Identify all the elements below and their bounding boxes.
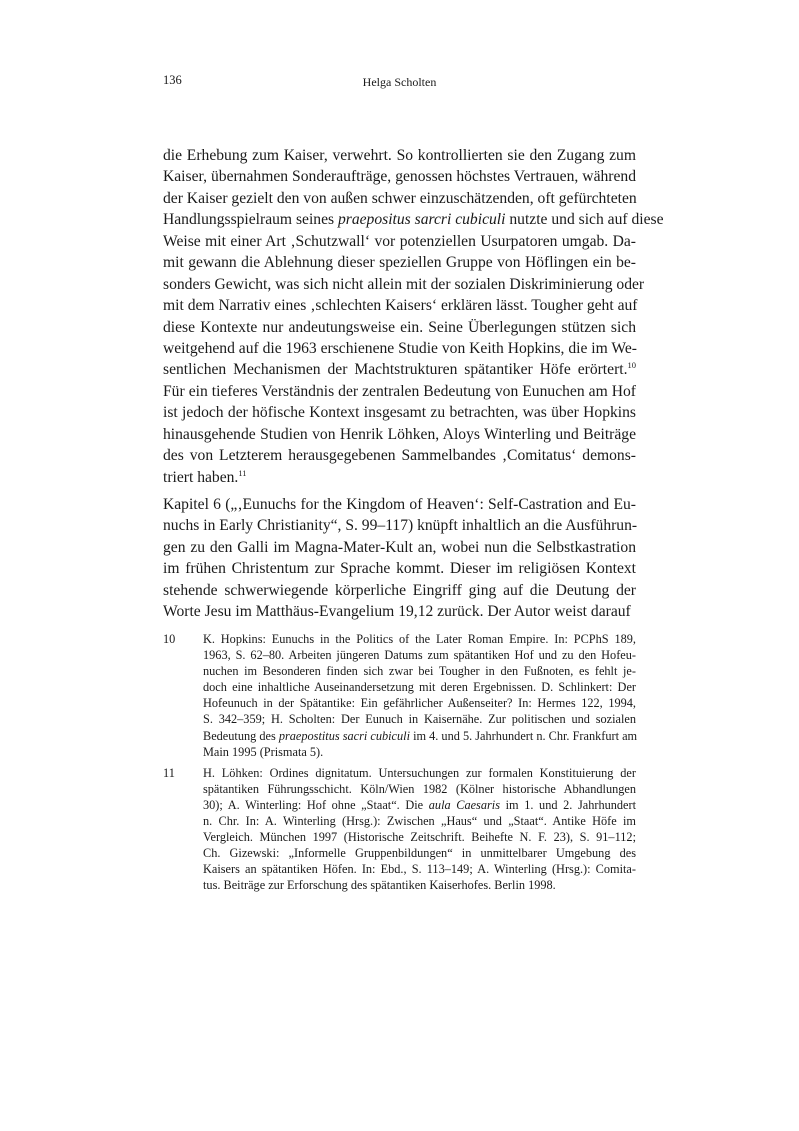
text-line: hinausgehende Studien von Henrik Löhken, Aloys Winterling und Beiträge [163,425,636,443]
footnote-number: 11 [163,765,175,780]
footnote-line: Ch. Gizewski: „Informelle Gruppenbildungen“ in unmittelbarer Umgebung des [203,846,636,861]
italic-term: praepostitus sacri cubiculi [278,728,410,743]
footnote-line: tus. Beiträge zur Erforschung des spätantiken Kaiserhofes. Berlin 1998. [203,878,556,893]
text-line [163,467,636,488]
italic-term: praepositus sarcri cubiculi [337,211,506,229]
text-run: triert haben. [163,468,239,486]
footnote-reference[interactable]: 11 [238,467,247,478]
footnote [163,631,636,760]
text-line: Weise mit einer Art ‚Schutzwall‘ vor potenziellen Usurpatoren umgab. Da- [163,232,636,250]
footnote [163,765,636,894]
paragraph [163,494,636,623]
text-line [163,359,636,380]
text-run: Handlungsspielraum seines [163,211,338,229]
footnotes [163,631,636,894]
text-run: Bedeutung des [203,728,279,743]
text-line: stehende schwerwiegende körperliche Eingriff ging auf die Deutung der [163,581,636,599]
footnote-line: 1963, S. 62–80. Arbeiten jüngeren Datums zum spätantiken Hof und zu den Hofeu- [203,648,636,663]
running-header [163,73,636,93]
text-run: sentlichen Mechanismen der Machtstrukturen spätantiker Höfe erörtert. [163,361,628,379]
text-line: weitgehend auf die 1963 erschienene Studie von Keith Hopkins, die im We- [163,339,637,357]
text-line: Worte Jesu im Matthäus-Evangelium 19,12 zurück. Der Autor weist darauf [163,603,631,621]
text-line: diese Kontexte nur andeutungsweise ein. Seine Überlegungen stützen sich [163,318,636,336]
text-line: Kaiser, übernahmen Sonderaufträge, genossen höchstes Vertrauen, während [163,168,636,186]
italic-term: aula Caesaris [428,797,500,812]
footnote-line: Main 1995 (Prismata 5). [203,744,324,759]
footnote-line: nuchen im Besonderen finden sich zwar bei Tougher in den Fußnoten, es fehlt je- [203,664,636,679]
text-line: des von Letzterem herausgegebenen Sammelbandes ‚Comitatus‘ demons- [163,447,636,465]
text-line: Für ein tieferes Verständnis der zentralen Bedeutung von Eunuchen am Hof [163,382,636,400]
footnote-line: H. Löhken: Ordines dignitatum. Untersuchungen zur formalen Konstituierung der [203,765,636,780]
paragraph [163,145,664,488]
footnote-line: n. Chr. In: A. Winterling (Hrsg.): Zwischen „Haus“ und „Staat“. Antike Höfe im [203,814,636,829]
footnote-number: 10 [163,632,176,646]
text-line: mit gewann die Ablehnung dieser speziellen Gruppe von Höflingen ein be- [163,254,636,272]
text-line: der Kaiser gezielt den von außen schwer einzuschätzenden, oft gefürchteten [163,189,637,207]
text-line: gen zu den Galli im Magna-Mater-Kult an, wobei nun die Selbstkastration [163,538,636,556]
text-line: nuchs in Early Christianity“, S. 99–117) knüpft inhaltlich an die Ausführun- [163,517,638,535]
text-run: 30); A. Winterling: Hof ohne „Staat“. Die [203,797,429,812]
text-run: im 4. und 5. Jahrhundert n. Chr. Frankfurt am [410,728,638,743]
text-run: nutzte und sich auf diese [505,211,664,229]
footnote-line: Kaisers an spätantiken Höfen. In: Ebd., S. 113–149; A. Winterling (Hrsg.): Comita- [203,862,636,877]
footnote-line: spätantiken Führungsschicht. Köln/Wien 1982 (Kölner historische Abhandlungen [203,781,636,796]
footnote-line [203,728,636,744]
text-run: im 1. und 2. Jahrhundert [499,797,637,812]
text-line: sonders Gewicht, was sich nicht allein mit der sozialen Diskriminierung oder [163,275,645,293]
text-line: Kapitel 6 („‚Eunuchs for the Kingdom of Heaven‘: Self-Castration and Eu- [163,496,636,513]
text-line: mit dem Narrativ eines ‚schlechten Kaisers‘ erklären lässt. Tougher geht auf [163,297,638,315]
footnote-reference[interactable]: 10 [627,360,636,371]
footnote-line: Vergleich. München 1997 (Historische Zeitschrift. Beihefte N. F. 23), S. 91–112; [203,830,636,845]
footnote-line [203,797,636,813]
text-line [163,209,664,230]
running-title: Helga Scholten [362,75,437,89]
main-text [163,145,664,623]
footnote-line: Hofeunuch in der Spätantike: Ein gefährlicher Außenseiter? In: Hermes 122, 1994, [203,696,636,711]
footnote-line: S. 342–359; H. Scholten: Der Eunuch in Kaisernähe. Zur politischen und sozialen [203,712,636,727]
footnote-line: doch eine inhaltliche Auseinandersetzung mit deren Ergebnissen. D. Schlinkert: Der [203,680,636,695]
page-number: 136 [163,73,182,87]
text-line: die Erhebung zum Kaiser, verwehrt. So kontrollierten sie den Zugang zum [163,147,636,164]
text-line: ist jedoch der höfische Kontext insgesamt zu betrachten, was über Hopkins [163,404,636,422]
footnote-line: K. Hopkins: Eunuchs in the Politics of the Later Roman Empire. In: PCPhS 189, [203,632,636,646]
text-line: im frühen Christentum zur Sprache kommt. Dieser im religiösen Kontext [163,560,636,578]
